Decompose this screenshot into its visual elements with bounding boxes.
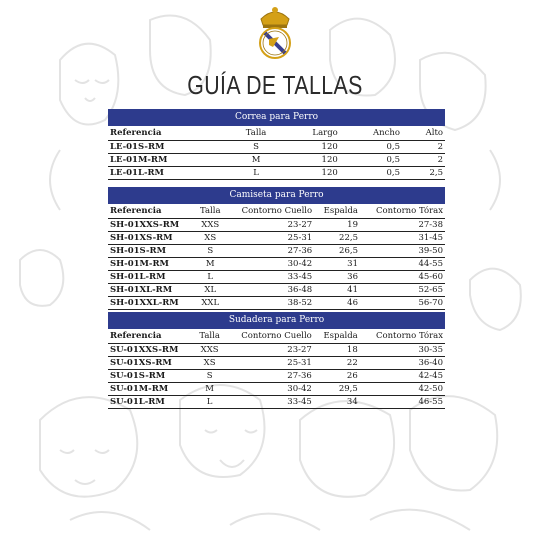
table-header-row [108,329,445,344]
cell-talla: L [195,396,225,409]
table-row [108,383,445,396]
cell-talla: S [195,370,225,383]
cell-talla: XS [195,357,225,370]
cell-espalda: 18 [314,344,360,357]
table-heading: Correa para Perro [108,109,445,126]
cell-referencia: SU-01XXS-RM [108,344,195,357]
cell-torax: 27-38 [360,219,445,232]
cell-talla: XS [196,232,225,245]
cell-torax: 39-50 [360,245,445,258]
column-header: Ancho [340,126,402,141]
cell-cuello: 36-48 [225,284,314,297]
cell-cuello: 30-42 [224,383,313,396]
cell-ancho: 0,5 [340,154,402,167]
cell-referencia: SU-01M-RM [108,383,195,396]
column-header: Referencia [108,329,195,344]
cell-referencia: SU-01L-RM [108,396,195,409]
cell-referencia: SH-01M-RM [108,258,196,271]
table-row [108,344,445,357]
cell-largo: 120 [281,154,340,167]
table-heading: Sudadera para Perro [108,312,445,329]
cell-talla: M [196,258,225,271]
cell-referencia: SH-01XXS-RM [108,219,196,232]
crest-icon [255,5,295,63]
cell-cuello: 23-27 [224,344,313,357]
cell-torax: 42-50 [360,383,445,396]
cell-torax: 46-55 [360,396,445,409]
cell-talla: L [196,271,225,284]
cell-espalda: 26,5 [314,245,360,258]
table-row [108,284,445,297]
table-row [108,370,445,383]
cell-espalda: 22 [314,357,360,370]
cell-cuello: 30-42 [225,258,314,271]
table-row [108,271,445,284]
column-header: Talla [231,126,280,141]
cell-referencia: SH-01XL-RM [108,284,196,297]
cell-largo: 120 [281,167,340,180]
cell-torax: 52-65 [360,284,445,297]
cell-cuello: 33-45 [224,396,313,409]
table-row [108,232,445,245]
cell-ancho: 0,5 [340,141,402,154]
cell-espalda: 26 [314,370,360,383]
table-row [108,154,445,167]
column-header: Referencia [108,126,231,141]
table-row [108,167,445,180]
column-header: Espalda [314,329,360,344]
cell-talla: L [231,167,280,180]
table-correa [108,109,445,180]
cell-torax: 36-40 [360,357,445,370]
cell-alto: 2 [402,141,445,154]
cell-referencia: LE-01S-RM [108,141,231,154]
cell-espalda: 22,5 [314,232,360,245]
cell-referencia: SU-01S-RM [108,370,195,383]
column-header: Largo [281,126,340,141]
cell-largo: 120 [281,141,340,154]
cell-cuello: 27-36 [225,245,314,258]
column-header: Contorno Tórax [360,204,445,219]
column-header: Alto [402,126,445,141]
cell-espalda: 29,5 [314,383,360,396]
cell-talla: XXL [196,297,225,310]
column-header: Contorno Tórax [360,329,445,344]
cell-torax: 44-55 [360,258,445,271]
cell-talla: XXS [195,344,225,357]
cell-torax: 31-45 [360,232,445,245]
cell-referencia: LE-01L-RM [108,167,231,180]
table-row [108,297,445,310]
table-camiseta [108,187,445,310]
table-row [108,219,445,232]
column-header: Contorno Cuello [225,204,314,219]
table-sudadera [108,312,445,409]
cell-talla: XL [196,284,225,297]
table-row [108,357,445,370]
cell-talla: S [231,141,280,154]
cell-torax: 56-70 [360,297,445,310]
table-row [108,245,445,258]
cell-referencia: SU-01XS-RM [108,357,195,370]
cell-espalda: 34 [314,396,360,409]
cell-cuello: 33-45 [225,271,314,284]
cell-referencia: SH-01XXL-RM [108,297,196,310]
cell-cuello: 25-31 [225,232,314,245]
cell-torax: 30-35 [360,344,445,357]
table-row [108,396,445,409]
cell-talla: M [231,154,280,167]
cell-espalda: 46 [314,297,360,310]
table-heading: Camiseta para Perro [108,187,445,204]
column-header: Espalda [314,204,360,219]
cell-referencia: SH-01XS-RM [108,232,196,245]
cell-cuello: 23-27 [225,219,314,232]
cell-cuello: 25-31 [224,357,313,370]
column-header: Referencia [108,204,196,219]
cell-espalda: 36 [314,271,360,284]
cell-referencia: SH-01L-RM [108,271,196,284]
column-header: Talla [196,204,225,219]
table-header-row [108,204,445,219]
cell-espalda: 31 [314,258,360,271]
cell-talla: S [196,245,225,258]
cell-referencia: SH-01S-RM [108,245,196,258]
table-row [108,258,445,271]
cell-torax: 45-60 [360,271,445,284]
cell-talla: XXS [196,219,225,232]
table-header-row [108,126,445,141]
cell-alto: 2 [402,154,445,167]
column-header: Talla [195,329,225,344]
cell-cuello: 27-36 [224,370,313,383]
cell-ancho: 0,5 [340,167,402,180]
cell-referencia: LE-01M-RM [108,154,231,167]
cell-cuello: 38-52 [225,297,314,310]
cell-alto: 2,5 [402,167,445,180]
cell-espalda: 19 [314,219,360,232]
cell-torax: 42-45 [360,370,445,383]
cell-espalda: 41 [314,284,360,297]
column-header: Contorno Cuello [224,329,313,344]
cell-talla: M [195,383,225,396]
page-title: GUÍA DE TALLAS [187,70,363,100]
table-row [108,141,445,154]
